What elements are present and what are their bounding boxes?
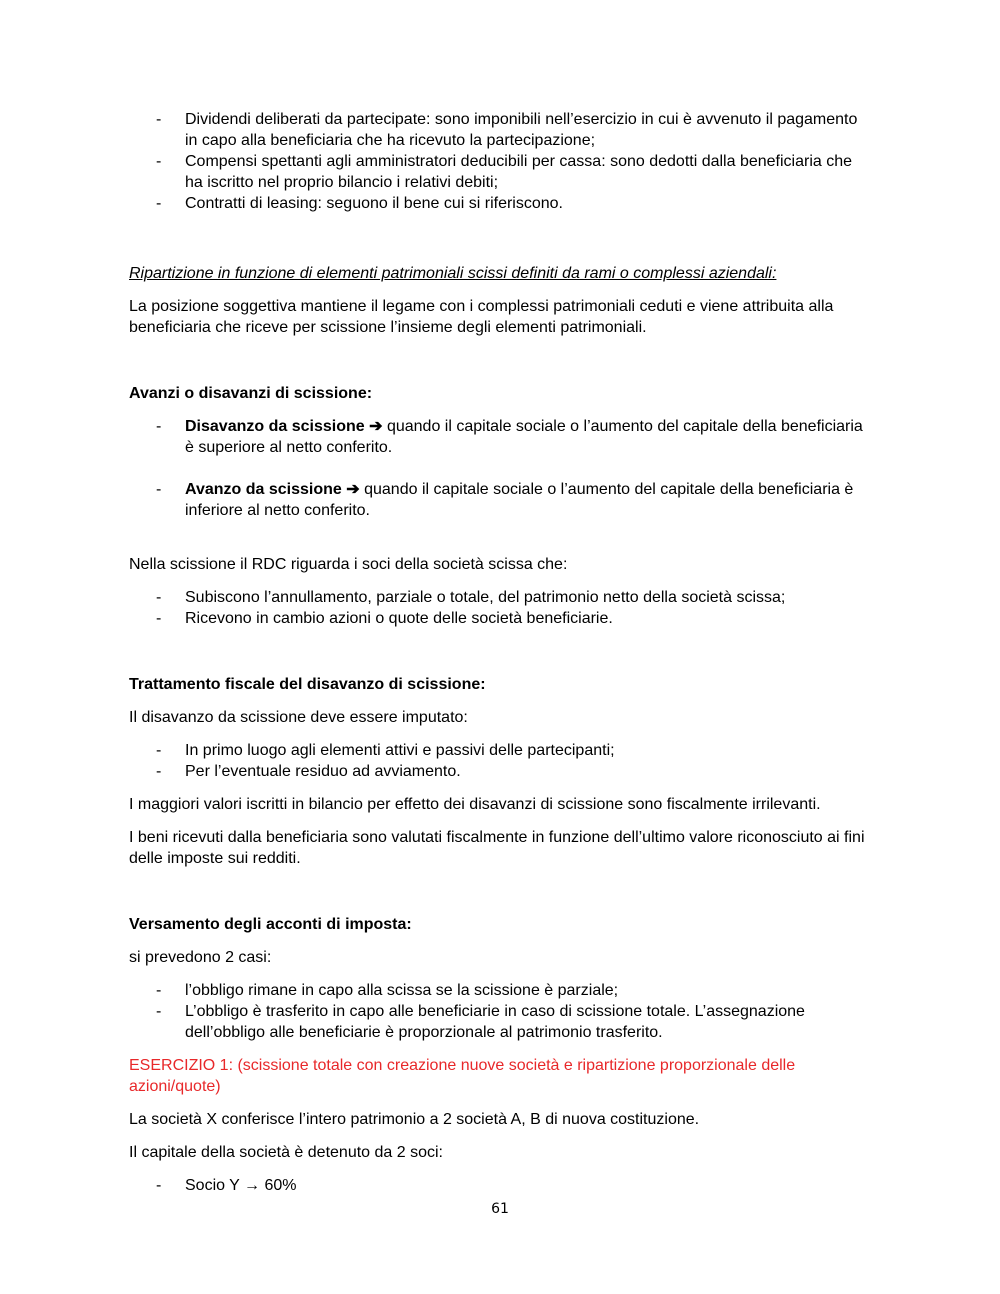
list-marker: - (156, 982, 162, 999)
term-disavanzo: Disavanzo da scissione (185, 418, 365, 435)
list-item (129, 608, 869, 629)
list-item (129, 740, 869, 761)
list-item-text: In primo luogo agli elementi attivi e passivi delle partecipanti; (185, 742, 615, 759)
section-heading-versamento: Versamento degli acconti di imposta: (129, 916, 412, 933)
bullet-list-imposte (129, 109, 869, 214)
page-number: 61 (491, 1201, 509, 1217)
paragraph-exercise-2: Il capitale della società è detenuto da 2 soci: (129, 1144, 443, 1161)
list-marker: - (156, 111, 162, 128)
list-marker: - (156, 153, 162, 170)
list-marker: - (156, 763, 162, 780)
list-item-text: quando il capitale sociale o l’aumento del capitale della beneficiaria è inferiore al netto conferito. (185, 481, 854, 519)
bullet-list-soci (129, 1175, 869, 1196)
arrow-right-icon: ➔ (346, 481, 360, 498)
list-marker: - (156, 1177, 162, 1194)
bullet-list-trattamento (129, 740, 869, 782)
exercise-title: ESERCIZIO 1: (scissione totale con creazione nuove società e ripartizione proporzionale delle azioni/quote) (129, 1057, 796, 1095)
list-item (129, 980, 869, 1001)
list-marker: - (156, 481, 162, 498)
list-item (129, 761, 869, 782)
list-item-text: Ricevono in cambio azioni o quote delle società beneficiarie. (185, 610, 613, 627)
list-item (129, 1175, 869, 1196)
list-item-text: Socio Y → 60% (185, 1177, 297, 1194)
list-item (129, 416, 869, 458)
list-item-text: quando il capitale sociale o l’aumento del capitale della beneficiaria è superiore al netto conferito. (185, 418, 863, 456)
paragraph-maggiori-valori: I maggiori valori iscritti in bilancio per effetto dei disavanzi di scissione sono fiscalmente irrilevanti. (129, 796, 821, 813)
list-item (129, 1001, 869, 1043)
list-marker: - (156, 589, 162, 606)
list-item (129, 109, 869, 151)
list-marker: - (156, 418, 162, 435)
paragraph-versamento-intro: si prevedono 2 casi: (129, 949, 272, 966)
bullet-list-avanzi (129, 416, 869, 521)
list-marker: - (156, 195, 162, 212)
list-item-text: Subiscono l’annullamento, parziale o totale, del patrimonio netto della società scissa; (185, 589, 786, 606)
list-item-text: Dividendi deliberati da partecipate: sono imponibili nell’esercizio in cui è avvenuto il pagamento in capo alla beneficiaria che ha ricevuto la partecipazione; (185, 111, 858, 149)
paragraph-ripartizione: La posizione soggettiva mantiene il legame con i complessi patrimoniali ceduti e viene attribuita alla beneficiaria che riceve per scissione l’insieme degli elementi patrimoniali. (129, 298, 834, 336)
list-item-text: Contratti di leasing: seguono il bene cui si riferiscono. (185, 195, 563, 212)
bullet-list-rdc (129, 587, 869, 629)
list-item (129, 151, 869, 193)
list-item (129, 587, 869, 608)
paragraph-trattamento-intro: Il disavanzo da scissione deve essere imputato: (129, 709, 468, 726)
list-item (129, 479, 869, 521)
paragraph-rdc-intro: Nella scissione il RDC riguarda i soci della società scissa che: (129, 556, 568, 573)
list-item (129, 193, 869, 214)
list-item-text: L’obbligo è trasferito in capo alle beneficiarie in caso di scissione totale. L’assegnazione dell’obbligo alle beneficiarie è proporzionale al patrimonio trasferito. (185, 1003, 805, 1041)
arrow-right-icon: ➔ (369, 418, 383, 435)
list-marker: - (156, 1003, 162, 1020)
section-heading-ripartizione: Ripartizione in funzione di elementi patrimoniali scissi definiti da rami o complessi aziendali: (129, 265, 777, 282)
term-avanzo: Avanzo da scissione (185, 481, 342, 498)
page-content (129, 109, 869, 1196)
section-heading-avanzi: Avanzi o disavanzi di scissione: (129, 385, 373, 402)
paragraph-beni-ricevuti: I beni ricevuti dalla beneficiaria sono valutati fiscalmente in funzione dell’ultimo valore riconosciuto ai fini delle imposte sui redditi. (129, 829, 865, 867)
list-item-text: Compensi spettanti agli amministratori deducibili per cassa: sono dedotti dalla beneficiaria che ha iscritto nel proprio bilancio i relativi debiti; (185, 153, 853, 191)
paragraph-exercise-1: La società X conferisce l’intero patrimonio a 2 società A, B di nuova costituzione. (129, 1111, 700, 1128)
section-heading-trattamento: Trattamento fiscale del disavanzo di scissione: (129, 676, 486, 693)
list-item-text: Per l’eventuale residuo ad avviamento. (185, 763, 461, 780)
list-item-text: l’obbligo rimane in capo alla scissa se la scissione è parziale; (185, 982, 619, 999)
list-marker: - (156, 742, 162, 759)
list-marker: - (156, 610, 162, 627)
bullet-list-versamento (129, 980, 869, 1043)
